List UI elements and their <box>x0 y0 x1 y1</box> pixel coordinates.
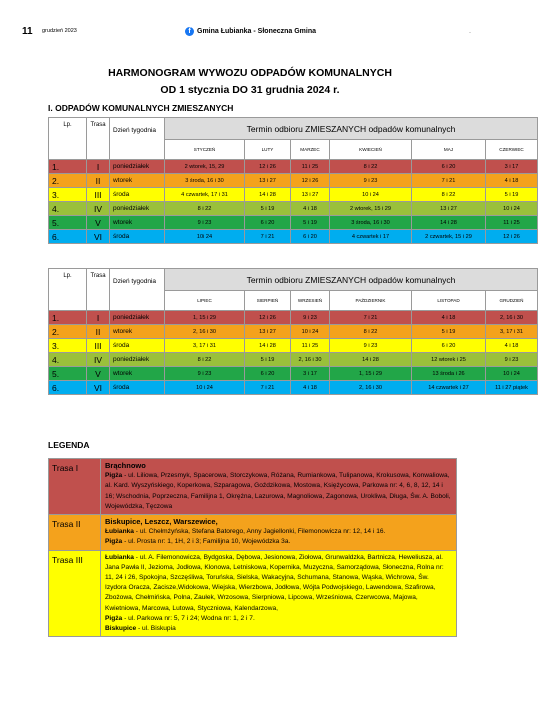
pickup-dates: 7 i 21 <box>245 381 291 395</box>
issue-date: grudzień 2023 <box>42 28 77 34</box>
document-title: HARMONOGRAM WYWOZU ODPADÓW KOMUNALNYCH <box>108 67 392 79</box>
pickup-dates: 14 i 28 <box>330 353 412 367</box>
pickup-dates: 11 i 27 piątek <box>486 381 538 395</box>
street-list <box>105 537 452 547</box>
pickup-dates: 4 i 18 <box>291 381 330 395</box>
pickup-dates: 12 i 26 <box>245 311 291 325</box>
pickup-dates: 3 środa, 16 i 30 <box>165 174 245 188</box>
route-name: Trasa III <box>49 550 101 637</box>
month-header: GRUDZIEŃ <box>486 291 538 311</box>
pickup-dates: 5 i 19 <box>291 216 330 230</box>
pickup-dates: 4 i 18 <box>486 339 538 353</box>
legend-heading: LEGENDA <box>48 440 90 450</box>
pickup-dates: 4 i 18 <box>412 311 486 325</box>
pickup-dates: 13 i 27 <box>291 188 330 202</box>
row-number: 3. <box>49 339 87 353</box>
pickup-dates: 14 i 28 <box>412 216 486 230</box>
pickup-dates: 10 i 24 <box>330 188 412 202</box>
streets: - ul. Liliowa, Przesmyk, Spacerowa, Storczykowa, Różana, Rumiankowa, Tulipanowa, Krokusowa, Konwaliowa, al. Kard. Wyszyńskiego, Koperkowa, Szparagowa, Goździkowa, Mostowa, Księżycowa, Parkowa nr: 4, 6, 8, 12, 14 i 16; Wschodnia, Poprzeczna, Familijna 1, Okrężna, Lazurowa, Magnoliowa, Zagonowa, Urokliwa, Długa, Św. A. Boboli, Wojewódzka, Tęczowa <box>105 472 451 510</box>
pickup-dates: 3 środa, 16 i 30 <box>330 216 412 230</box>
pickup-dates: 1, 15 i 29 <box>165 311 245 325</box>
weekday: poniedziałek <box>110 160 165 174</box>
table-row <box>49 381 538 395</box>
pickup-dates: 5 i 19 <box>412 325 486 339</box>
table-row <box>49 160 538 174</box>
row-number: 4. <box>49 202 87 216</box>
pickup-dates: 2 czwartek, 15 i 29 <box>412 230 486 244</box>
month-header: LISTOPAD <box>412 291 486 311</box>
pickup-dates: 9 i 23 <box>330 174 412 188</box>
table-row <box>49 174 538 188</box>
legend-table <box>48 458 457 637</box>
streets: - ul. Chełmżyńska, Stefana Batorego, Anny Jagiellonki, Filemonowicza nr: 12, 14 i 16. <box>133 528 386 536</box>
pickup-dates: 2 wtorek, 15, 29 <box>165 160 245 174</box>
page-header <box>22 26 482 38</box>
weekday: środa <box>110 339 165 353</box>
pickup-dates: 4 i 18 <box>291 202 330 216</box>
table-row <box>49 230 538 244</box>
pickup-dates: 9 i 23 <box>291 311 330 325</box>
pickup-dates: 4 czwartek, 17 i 31 <box>165 188 245 202</box>
pickup-dates: 6 i 20 <box>245 367 291 381</box>
legend-row <box>49 459 457 515</box>
locality: Pigża <box>105 472 123 480</box>
pickup-dates: 13 i 27 <box>245 174 291 188</box>
street-list <box>105 624 452 634</box>
pickup-dates: 11 i 25 <box>291 160 330 174</box>
streets: - ul. A. Filemonowicza, Bydgoska, Dębowa, Jesionowa, Ziołowa, Grunwaldzka, Bartnicza, Heweliusza, al. Jana Pawła II, Jezioma, Jodłowa, Klonowa, Letniskowa, Kopernika, Muzyczna, Samorządowa, Słoneczna, Rolna nr: 11, 24 i 26, Spokojna, Szczęśliwa, Toruńska, Sielska, Wakacyjna, Schumana, Stanowa, Wąska, Wichrowa, Św. Izydora Oracza, Zacisze,Widokowa, Wiejska, Wierzbowa, Jodłowa, Wójta Podwojskiego, Lawendowa, Szafirowa, Zbożowa, Chełmińska, Polna, Zaułek, Wrzosowa, Sierpniowa, Lipcowa, Wrześniowa, Czerwcowa, Majowa, Kwietniowa, Marcowa, Lutowa, Styczniowa, Kalendarzowa, <box>105 553 444 612</box>
pickup-dates: 10 i 24 <box>486 367 538 381</box>
month-header: SIERPIEŃ <box>245 291 291 311</box>
pickup-dates: 2, 16 i 30 <box>165 325 245 339</box>
row-number: 5. <box>49 216 87 230</box>
pickup-dates: 11 i 25 <box>486 216 538 230</box>
facebook-icon: f <box>185 27 194 36</box>
street-list <box>105 553 452 614</box>
trasa-header: Trasa <box>87 269 110 311</box>
row-number: 5. <box>49 367 87 381</box>
pickup-dates: 4 i 18 <box>486 174 538 188</box>
route-number: VI <box>87 230 110 244</box>
legend-row <box>49 550 457 637</box>
pickup-dates: 2 wtorek, 15 i 29 <box>330 202 412 216</box>
pickup-dates: 7 i 21 <box>412 174 486 188</box>
weekday: środa <box>110 230 165 244</box>
pickup-dates: 5 i 19 <box>245 353 291 367</box>
pickup-dates: 9 i 23 <box>486 353 538 367</box>
route-name: Trasa II <box>49 515 101 551</box>
pickup-dates: 10 i 24 <box>486 202 538 216</box>
table-row <box>49 188 538 202</box>
table-row <box>49 311 538 325</box>
day-header: Dzień tygodnia <box>110 118 165 160</box>
pickup-dates: 8 i 22 <box>330 325 412 339</box>
month-header: KWIECIEŃ <box>330 140 412 160</box>
row-number: 1. <box>49 160 87 174</box>
page-number: 11 <box>22 26 33 37</box>
route-number: III <box>87 339 110 353</box>
streets: - ul. Biskupia <box>136 625 176 633</box>
streets: - ul. Prosta nr: 1, 1H, 2 i 3; Familijna 10, Wojewódzka 3a. <box>122 538 291 546</box>
route-number: II <box>87 325 110 339</box>
locality: Biskupice <box>105 625 137 633</box>
streets: - ul. Parkowa nr: 5, 7 i 24; Wodna nr: 1, 2 i 7. <box>122 614 255 622</box>
pickup-dates: 14 czwartek i 27 <box>412 381 486 395</box>
pickup-dates: 9 i 23 <box>165 216 245 230</box>
pickup-dates: 2, 16 i 30 <box>330 381 412 395</box>
row-number: 2. <box>49 325 87 339</box>
schedule-table <box>48 268 538 395</box>
row-number: 1. <box>49 311 87 325</box>
table-row <box>49 339 538 353</box>
street-list <box>105 471 452 512</box>
weekday: wtorek <box>110 325 165 339</box>
row-number: 4. <box>49 353 87 367</box>
route-description <box>101 550 457 637</box>
pickup-dates: 8 i 22 <box>165 353 245 367</box>
pickup-dates: 9 i 23 <box>165 367 245 381</box>
row-number: 2. <box>49 174 87 188</box>
route-number: I <box>87 311 110 325</box>
pickup-dates: 3 i 17 <box>486 160 538 174</box>
pickup-dates: 3, 17 i 31 <box>165 339 245 353</box>
pickup-dates: 10 i 24 <box>165 381 245 395</box>
route-number: V <box>87 216 110 230</box>
month-header: MAJ <box>412 140 486 160</box>
pickup-dates: 13 i 27 <box>412 202 486 216</box>
route-name: Trasa I <box>49 459 101 515</box>
weekday: wtorek <box>110 216 165 230</box>
table-row <box>49 325 538 339</box>
pickup-dates: 12 i 26 <box>486 230 538 244</box>
route-number: IV <box>87 353 110 367</box>
table-title: Termin odbioru ZMIESZANYCH odpadów komunalnych <box>165 269 538 291</box>
locality: Pigża <box>105 538 123 546</box>
route-number: I <box>87 160 110 174</box>
pickup-dates: 6 i 20 <box>245 216 291 230</box>
pickup-dates: 6 i 20 <box>412 339 486 353</box>
schedule-table <box>48 117 538 244</box>
weekday: środa <box>110 188 165 202</box>
pickup-dates: 12 wtorek i 25 <box>412 353 486 367</box>
month-header: CZERWIEC <box>486 140 538 160</box>
trasa-header: Trasa <box>87 118 110 160</box>
pickup-dates: 1, 15 i 29 <box>330 367 412 381</box>
pickup-dates: 14 i 28 <box>245 339 291 353</box>
pickup-dates: 13 środa i 26 <box>412 367 486 381</box>
route-number: IV <box>87 202 110 216</box>
section-heading: I. ODPADÓW KOMUNALNYCH ZMIESZANYCH <box>48 103 234 113</box>
route-number: VI <box>87 381 110 395</box>
brand-name: Gmina Łubianka - Słoneczna Gmina <box>197 28 317 35</box>
route-head: Brąchnowo <box>105 461 146 470</box>
weekday: wtorek <box>110 174 165 188</box>
route-description <box>101 515 457 551</box>
weekday: poniedziałek <box>110 311 165 325</box>
locality: Łubianka <box>105 528 134 536</box>
month-header: PAŹDZIERNIK <box>330 291 412 311</box>
row-number: 6. <box>49 230 87 244</box>
weekday: środa <box>110 381 165 395</box>
table-row <box>49 353 538 367</box>
pickup-dates: 3, 17 i 31 <box>486 325 538 339</box>
pickup-dates: 10i 24 <box>165 230 245 244</box>
route-description <box>101 459 457 515</box>
weekday: poniedziałek <box>110 202 165 216</box>
locality: Pigża <box>105 614 123 622</box>
pickup-dates: 5 i 19 <box>245 202 291 216</box>
table-row <box>49 216 538 230</box>
legend-row <box>49 515 457 551</box>
pickup-dates: 7 i 21 <box>330 311 412 325</box>
pickup-dates: 4 czwartek i 17 <box>330 230 412 244</box>
pickup-dates: 8 i 22 <box>412 188 486 202</box>
pickup-dates: 5 i 19 <box>486 188 538 202</box>
street-list <box>105 614 452 624</box>
weekday: poniedziałek <box>110 353 165 367</box>
pickup-dates: 11 i 25 <box>291 339 330 353</box>
route-head: Biskupice, Leszcz, Warszewice, <box>105 517 218 527</box>
row-number: 3. <box>49 188 87 202</box>
pickup-dates: 3 i 17 <box>291 367 330 381</box>
pickup-dates: 12 i 26 <box>291 174 330 188</box>
pickup-dates: 10 i 24 <box>291 325 330 339</box>
route-number: V <box>87 367 110 381</box>
pickup-dates: 6 i 20 <box>291 230 330 244</box>
table-row <box>49 202 538 216</box>
pickup-dates: 2, 16 i 30 <box>291 353 330 367</box>
month-header: WRZESIEŃ <box>291 291 330 311</box>
street-list <box>105 527 452 537</box>
pickup-dates: 8 i 22 <box>165 202 245 216</box>
pickup-dates: 7 i 21 <box>245 230 291 244</box>
table-row <box>49 367 538 381</box>
pickup-dates: 13 i 27 <box>245 325 291 339</box>
document-subtitle: OD 1 stycznia DO 31 grudnia 2024 r. <box>160 84 340 96</box>
route-number: III <box>87 188 110 202</box>
day-header: Dzień tygodnia <box>110 269 165 311</box>
corner-mark: - <box>469 30 471 36</box>
lp-header: Lp. <box>49 118 87 160</box>
month-header: STYCZEŃ <box>165 140 245 160</box>
lp-header: Lp. <box>49 269 87 311</box>
locality: Łubianka <box>105 553 134 561</box>
pickup-dates: 6 i 20 <box>412 160 486 174</box>
route-number: II <box>87 174 110 188</box>
row-number: 6. <box>49 381 87 395</box>
table-title: Termin odbioru ZMIESZANYCH odpadów komunalnych <box>165 118 538 140</box>
pickup-dates: 14 i 28 <box>245 188 291 202</box>
pickup-dates: 2, 16 i 30 <box>486 311 538 325</box>
month-header: LUTY <box>245 140 291 160</box>
pickup-dates: 9 i 23 <box>330 339 412 353</box>
month-header: LIPIEC <box>165 291 245 311</box>
month-header: MARZEC <box>291 140 330 160</box>
pickup-dates: 8 i 22 <box>330 160 412 174</box>
pickup-dates: 12 i 26 <box>245 160 291 174</box>
weekday: wtorek <box>110 367 165 381</box>
